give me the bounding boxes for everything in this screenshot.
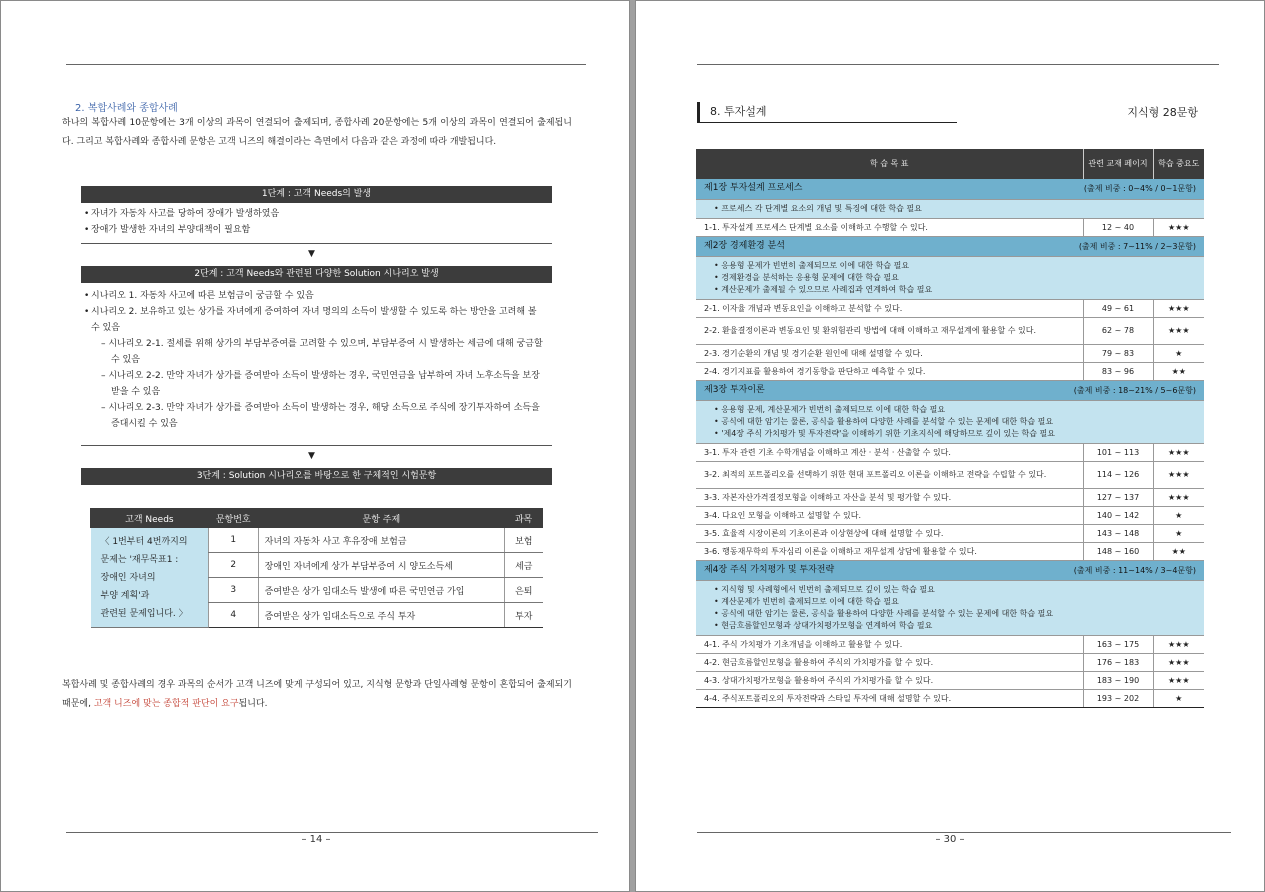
table-header: 학 습 목 표 [696, 149, 1083, 179]
chapter-row [696, 560, 1204, 580]
question-count: 지식형 28문항 [1127, 106, 1198, 119]
section-title: 2. 복합사례와 종합사례 [75, 103, 178, 114]
divider [81, 243, 552, 244]
needs-line: 장애인 자녀의 [100, 572, 156, 583]
list-item: • 시나리오 2. 보유하고 있는 상가를 자녀에게 증여하여 자녀 명의의 소득이 발생할 수 있도록 하는 방안을 고려해 볼 수 있음 [81, 304, 552, 336]
table-row [696, 317, 1204, 344]
table-header: 관련 교재 페이지 [1083, 149, 1153, 179]
page-range: 101 ~ 113 [1083, 443, 1153, 461]
importance-stars: ★ [1153, 524, 1204, 542]
page-range: 193 ~ 202 [1083, 689, 1153, 707]
top-rule [697, 64, 1219, 65]
needs-line: 관련된 문제입니다. 〉 [100, 608, 188, 619]
top-rule [66, 64, 586, 65]
table-row [696, 299, 1204, 317]
list-subitem: – 시나리오 2-3. 만약 자녀가 상가를 증여받아 소득이 발생하는 경우, 해당 소득으로 주식에 장기투자하여 소득을 증대시킬 수 있음 [101, 403, 540, 429]
question-topic: 장애인 자녀에게 상가 부담부증여 시 양도소득세 [258, 553, 504, 578]
chapter-ratio: (출제 비중 : 18~21% / 5~6문항) [1073, 385, 1196, 395]
list-subitem: – 시나리오 2-1. 절세를 위해 상가의 부담부증여를 고려할 수 있으며, 부담부증여 시 발생하는 세금에 대해 궁금할 수 있음 [101, 339, 543, 365]
importance-stars: ★★★ [1153, 671, 1204, 689]
importance-stars: ★★ [1153, 542, 1204, 560]
stage1-box [81, 206, 552, 238]
down-arrow-icon: ▼ [308, 451, 315, 461]
page-range: 114 ~ 126 [1083, 461, 1153, 488]
customer-needs-cell [91, 528, 209, 628]
goal-cell [696, 400, 1204, 443]
objective-text: 3-2. 최적의 포트폴리오를 선택하기 위한 현대 포트폴리오 이론을 이해하고 전략을 수립할 수 있다. [696, 461, 1083, 488]
goal-item: • 지식형 및 사례형에서 빈번히 출제되므로 깊이 있는 학습 필요 [714, 584, 935, 594]
goal-item: • 공식에 대한 암기는 물론, 공식을 활용하여 다양한 사례를 분석할 수 있는 문제에 대한 학습 필요 [714, 416, 1054, 426]
list-item: • 장애가 발생한 자녀의 부양대책이 필요함 [81, 222, 552, 238]
page-range: 12 ~ 40 [1083, 218, 1153, 236]
objective-text: 3-1. 투자 관련 기초 수학개념을 이해하고 계산 · 분석 · 산출할 수 있다. [696, 443, 1083, 461]
page-range: 143 ~ 148 [1083, 524, 1153, 542]
chapter-ratio: (출제 비중 : 11~14% / 3~4문항) [1073, 565, 1196, 575]
page-range: 183 ~ 190 [1083, 671, 1153, 689]
page-range: 83 ~ 96 [1083, 362, 1153, 380]
intro-paragraph: 하나의 복합사례 10문항에는 3개 이상의 과목이 연결되어 출제되며, 종합사례 20문항에는 5개 이상의 과목이 연결되어 출제됩니다. 그리고 복합사례와 종합사례 문항은 고객 니즈의 해결이라는 측면에서 다음과 같은 과정에 따라 개발됩니다. [62, 118, 572, 147]
table-row [696, 653, 1204, 671]
closing-paragraph [62, 676, 572, 714]
chapter-cell [696, 236, 1204, 256]
question-no: 2 [208, 553, 258, 578]
list-item: • 시나리오 1. 자동차 사고에 따른 보험금이 궁금할 수 있음 [81, 288, 552, 304]
question-subject: 보험 [505, 528, 543, 553]
table-row [696, 488, 1204, 506]
chapter-row [696, 236, 1204, 256]
page-range: 62 ~ 78 [1083, 317, 1153, 344]
objective-text: 1-1. 투자설계 프로세스 단계별 요소를 이해하고 수행할 수 있다. [696, 218, 1083, 236]
table-row [91, 528, 543, 553]
divider [81, 445, 552, 446]
table-header: 문항번호 [208, 509, 258, 528]
importance-stars: ★★★ [1153, 461, 1204, 488]
goal-item: • 프로세스 각 단계별 요소의 개념 및 특징에 대한 학습 필요 [714, 203, 922, 213]
table-row [696, 635, 1204, 653]
goal-item: • 응용형 문제, 계산문제가 빈번히 출제되므로 이에 대한 학습 필요 [714, 404, 946, 414]
objective-text: 3-3. 자본자산가격결정모형을 이해하고 자산을 분석 및 평가할 수 있다. [696, 488, 1083, 506]
table-row [696, 689, 1204, 707]
chapter-title: 8. 투자설계 [697, 102, 767, 122]
chapter-cell [696, 179, 1204, 199]
stage2-title: 2단계 : 고객 Needs와 관련된 다양한 Solution 시나리오 발생 [81, 266, 552, 283]
learning-goals-table [696, 149, 1204, 708]
down-arrow-icon: ▼ [308, 249, 315, 259]
objective-text: 2-3. 경기순환의 개념 및 경기순환 원인에 대해 설명할 수 있다. [696, 344, 1083, 362]
page-range: 176 ~ 183 [1083, 653, 1153, 671]
needs-line: 부양 계획'과 [100, 590, 150, 601]
page-range: 127 ~ 137 [1083, 488, 1153, 506]
goal-cell [696, 256, 1204, 299]
needs-line: 〈 1번부터 4번까지의 [100, 536, 188, 547]
importance-stars: ★★ [1153, 362, 1204, 380]
objective-text: 4-2. 현금흐름할인모형을 활용하여 주식의 가치평가를 할 수 있다. [696, 653, 1083, 671]
stage3-title: 3단계 : Solution 시나리오를 바탕으로 한 구체적인 시험문항 [81, 468, 552, 485]
question-subject: 투자 [505, 603, 543, 628]
importance-stars: ★★★ [1153, 218, 1204, 236]
table-header: 학습 중요도 [1153, 149, 1204, 179]
objective-text: 4-1. 주식 가치평가 기초개념을 이해하고 활용할 수 있다. [696, 635, 1083, 653]
importance-stars: ★★★ [1153, 488, 1204, 506]
needs-line: 문제는 '재무목표1 : [100, 554, 179, 565]
table-row [696, 344, 1204, 362]
table-row [696, 461, 1204, 488]
chapter-row [696, 380, 1204, 400]
importance-stars: ★★★ [1153, 653, 1204, 671]
goal-item: • 공식에 대한 암기는 물론, 공식을 활용하여 다양한 사례를 분석할 수 있는 문제에 대한 학습 필요 [714, 608, 1054, 618]
chapter-name: 제1장 투자설계 프로세스 [704, 183, 803, 194]
title-underline [697, 122, 957, 123]
chapter-name: 제4장 주식 가치평가 및 투자전략 [704, 564, 835, 575]
page-number: – 14 – [301, 834, 331, 845]
question-no: 4 [208, 603, 258, 628]
goal-item: • 계산문제가 출제될 수 있으므로 사례집과 연계하여 학습 필요 [714, 284, 933, 294]
importance-stars: ★★★ [1153, 443, 1204, 461]
goal-row [696, 199, 1204, 218]
objective-text: 2-2. 환율결정이론과 변동요인 및 환위험관리 방법에 대해 이해하고 재무설계에 활용할 수 있다. [696, 317, 1083, 344]
objective-text: 3-6. 행동재무학의 투자심리 이론을 이해하고 재무설계 상담에 활용할 수 있다. [696, 542, 1083, 560]
objective-text: 4-4. 주식포트폴리오의 투자전략과 스타일 투자에 대해 설명할 수 있다. [696, 689, 1083, 707]
goal-item: • 현금흐름할인모형과 상대가치평가모형을 연계하여 학습 필요 [714, 620, 933, 630]
goal-item: • 경제환경을 분석하는 응용형 문제에 대한 학습 필요 [714, 272, 899, 282]
list-item: • 자녀가 자동차 사고를 당하여 장애가 발생하였음 [81, 206, 552, 222]
goal-row [696, 580, 1204, 635]
table-header: 문항 주제 [258, 509, 504, 528]
question-topic: 증여받은 상가 임대소득으로 주식 투자 [258, 603, 504, 628]
importance-stars: ★★★ [1153, 635, 1204, 653]
table-row [696, 524, 1204, 542]
page-range: 148 ~ 160 [1083, 542, 1153, 560]
bottom-rule [66, 832, 598, 833]
goal-cell [696, 580, 1204, 635]
table-row [696, 542, 1204, 560]
objective-text: 2-1. 이자율 개념과 변동요인을 이해하고 분석할 수 있다. [696, 299, 1083, 317]
question-subject: 은퇴 [505, 578, 543, 603]
chapter-row [696, 179, 1204, 199]
importance-stars: ★ [1153, 344, 1204, 362]
chapter-cell [696, 380, 1204, 400]
page-range: 163 ~ 175 [1083, 635, 1153, 653]
importance-stars: ★ [1153, 689, 1204, 707]
objective-text: 3-4. 다요인 모형을 이해하고 설명할 수 있다. [696, 506, 1083, 524]
question-no: 1 [208, 528, 258, 553]
importance-stars: ★★★ [1153, 299, 1204, 317]
chapter-cell [696, 560, 1204, 580]
chapter-name: 제2장 경제환경 분석 [704, 240, 786, 251]
closing-end: 됩니다. [238, 699, 268, 709]
goal-item: • '제4장 주식 가치평가 및 투자전략'을 이해하기 위한 기초지식에 해당하므로 깊이 있는 학습 필요 [714, 428, 1055, 438]
goal-row [696, 400, 1204, 443]
closing-text: 복합사례 및 종합사례의 경우 과목의 순서가 고객 니즈에 맞게 구성되어 있고, 지식형 문항과 단일사례형 문항이 혼합되어 출제되기 때문에, [62, 680, 572, 709]
chapter-ratio: (출제 비중 : 0~4% / 0~1문항) [1083, 184, 1196, 194]
question-table [90, 508, 543, 628]
goal-item: • 응용형 문제가 빈번히 출제되므로 이에 대한 학습 필요 [714, 260, 910, 270]
table-row [696, 443, 1204, 461]
table-row [696, 671, 1204, 689]
closing-highlight: 고객 니즈에 맞는 종합적 판단이 요구 [93, 699, 239, 709]
page-number: – 30 – [935, 834, 965, 845]
stage2-box [81, 288, 552, 432]
chapter-ratio: (출제 비중 : 7~11% / 2~3문항) [1078, 241, 1196, 251]
question-topic: 자녀의 자동차 사고 후유장애 보험금 [258, 528, 504, 553]
objective-text: 3-5. 효율적 시장이론의 기초이론과 이상현상에 대해 설명할 수 있다. [696, 524, 1083, 542]
importance-stars: ★ [1153, 506, 1204, 524]
objective-text: 4-3. 상대가치평가모형을 활용하여 주식의 가치평가를 할 수 있다. [696, 671, 1083, 689]
goal-item: • 계산문제가 빈번히 출제되므로 이에 대한 학습 필요 [714, 596, 899, 606]
page-range: 79 ~ 83 [1083, 344, 1153, 362]
stage1-title: 1단계 : 고객 Needs의 발생 [81, 186, 552, 203]
table-row [696, 362, 1204, 380]
goal-row [696, 256, 1204, 299]
question-subject: 세금 [505, 553, 543, 578]
bottom-rule [697, 832, 1231, 833]
table-header: 과목 [505, 509, 543, 528]
table-header: 고객 Needs [91, 509, 209, 528]
table-row [696, 506, 1204, 524]
page-range: 49 ~ 61 [1083, 299, 1153, 317]
objective-text: 2-4. 경기지표를 활용하여 경기동향을 판단하고 예측할 수 있다. [696, 362, 1083, 380]
question-topic: 증여받은 상가 임대소득 발생에 따른 국민연금 가입 [258, 578, 504, 603]
list-subitem: – 시나리오 2-2. 만약 자녀가 상가를 증여받아 소득이 발생하는 경우, 국민연금을 납부하여 자녀 노후소득을 보장받을 수 있음 [101, 371, 540, 397]
importance-stars: ★★★ [1153, 317, 1204, 344]
table-row [696, 218, 1204, 236]
goal-cell [696, 199, 1204, 218]
question-no: 3 [208, 578, 258, 603]
chapter-name: 제3장 투자이론 [704, 384, 765, 395]
page-range: 140 ~ 142 [1083, 506, 1153, 524]
